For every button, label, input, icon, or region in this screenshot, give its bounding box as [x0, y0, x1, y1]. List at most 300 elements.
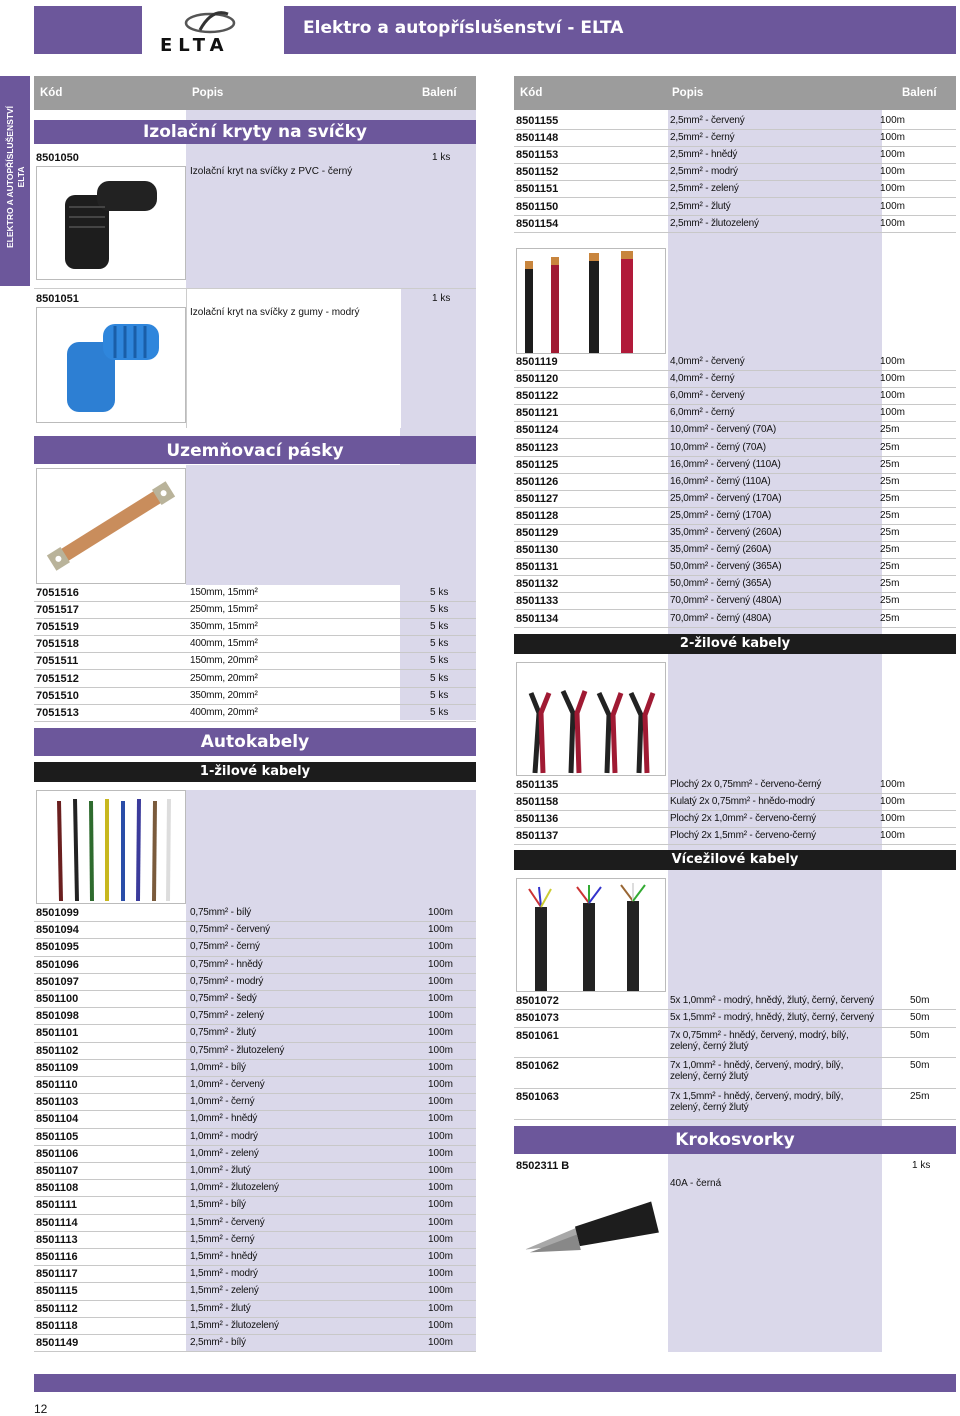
- product-description: 70,0mm² - červený (480A): [670, 595, 782, 607]
- product-description: 1,0mm² - červený: [190, 1079, 265, 1090]
- product-pack: 5 ks: [430, 604, 449, 616]
- product-pack: 100m: [428, 1199, 454, 1211]
- product-code: 8501135: [516, 779, 559, 791]
- product-pack: 5 ks: [430, 706, 449, 718]
- product-description: 50,0mm² - černý (365A): [670, 578, 772, 590]
- section-title-clamps: Krokosvorky: [514, 1126, 956, 1154]
- left-desc-band-2: [186, 465, 400, 585]
- product-row: [514, 164, 956, 181]
- section-title-ground-straps: Uzemňovací pásky: [34, 436, 476, 464]
- col-code-right: Kód: [520, 87, 543, 99]
- product-code: 7051519: [36, 621, 79, 634]
- product-description: 2,5mm² - bílý: [190, 1337, 246, 1348]
- product-row-8501051: 8501051 1 ks: [36, 293, 451, 305]
- product-row: [34, 602, 476, 619]
- product-pack: 100m: [428, 1010, 454, 1022]
- product-code: 8501100: [36, 993, 79, 1005]
- product-row: [34, 705, 476, 722]
- product-description: 1,5mm² - černý: [190, 1233, 255, 1245]
- product-code: 8501137: [516, 830, 559, 843]
- product-pack: 25m: [880, 492, 900, 504]
- product-pack: 100m: [428, 1079, 454, 1090]
- header-accent-left: [34, 6, 142, 54]
- product-row: [34, 1025, 476, 1042]
- product-pack: 5 ks: [430, 621, 449, 633]
- product-code: 8501152: [516, 166, 559, 179]
- product-code: 8501121: [516, 407, 559, 420]
- product-pack: 25m: [880, 441, 900, 453]
- product-description: 400mm, 20mm²: [190, 706, 258, 718]
- product-description: 0,75mm² - červený: [190, 924, 270, 936]
- product-pack: 100m: [880, 132, 906, 144]
- product-code: 8501099: [36, 907, 79, 919]
- product-code: 8501118: [36, 1319, 78, 1332]
- product-row: [34, 1283, 476, 1300]
- product-code: 8501150: [516, 200, 559, 213]
- product-description: 1,5mm² - žlutozelený: [190, 1319, 279, 1331]
- product-row: [514, 405, 956, 422]
- product-description: 1,0mm² - žlutozelený: [190, 1182, 279, 1194]
- photo-rubber-cap: [36, 307, 186, 423]
- product-code: 8501062: [516, 1060, 559, 1073]
- product-description: Kulatý 2x 0,75mm² - hnědo-modrý: [670, 796, 815, 808]
- product-row-8501050: 8501050 1 ks: [36, 152, 451, 164]
- product-code: 7051513: [36, 706, 79, 719]
- product-description: 4,0mm² - černý: [670, 373, 735, 385]
- product-code: 7051511: [36, 655, 79, 668]
- product-description: 1,5mm² - červený: [190, 1216, 265, 1228]
- product-description: 16,0mm² - černý (110A): [670, 475, 771, 487]
- product-row: [514, 388, 956, 405]
- product-row: [34, 671, 476, 688]
- product-row: [34, 1111, 476, 1128]
- product-row: [514, 542, 956, 559]
- product-code: 8501111: [36, 1199, 78, 1212]
- product-code: 8501134: [516, 612, 559, 625]
- product-description: 0,75mm² - hnědý: [190, 958, 263, 970]
- product-pack: 25m: [880, 612, 900, 624]
- product-row: [514, 508, 956, 525]
- product-pack: 5 ks: [430, 587, 449, 598]
- product-description: 350mm, 20mm²: [190, 689, 258, 701]
- product-description: 35,0mm² - černý (260A): [670, 544, 772, 556]
- product-row: [34, 905, 476, 922]
- product-code: 8501103: [36, 1096, 79, 1109]
- product-description: 0,75mm² - žlutý: [190, 1027, 256, 1039]
- product-code: 8501108: [36, 1182, 79, 1195]
- product-pack: 100m: [880, 183, 906, 195]
- side-label-bar: [0, 76, 30, 286]
- product-pack: 5 ks: [430, 655, 449, 667]
- product-code: 8501096: [36, 958, 79, 971]
- product-row: [514, 440, 956, 457]
- product-code: 8501158: [516, 796, 559, 809]
- product-description: 25,0mm² - černý (170A): [670, 509, 772, 521]
- product-code: 8501061: [516, 1029, 559, 1042]
- product-row: [34, 1215, 476, 1232]
- product-code: 8501101: [36, 1027, 79, 1040]
- product-code: 8501073: [516, 1012, 559, 1025]
- product-code: 8501104: [36, 1113, 79, 1126]
- product-pack: 100m: [880, 217, 906, 229]
- right-table-header: [514, 76, 956, 110]
- product-row: [34, 1232, 476, 1249]
- product-code: 8501131: [516, 561, 559, 574]
- product-description: 1,0mm² - žlutý: [190, 1165, 251, 1176]
- product-description: 0,75mm² - černý: [190, 941, 260, 953]
- col-desc: Popis: [192, 87, 224, 99]
- product-description: 5x 1,0mm² - modrý, hnědý, žlutý, černý, červený: [670, 995, 875, 1006]
- photo-multi-core-cables: [516, 878, 666, 992]
- product-code: 8501149: [36, 1337, 79, 1349]
- product-row: [514, 993, 956, 1010]
- product-description: 2,5mm² - žlutozelený: [670, 217, 759, 229]
- product-row: [34, 1266, 476, 1283]
- product-code: 8501115: [36, 1285, 78, 1298]
- logo-swoosh-icon: [170, 6, 250, 36]
- product-pack: 50m: [910, 1012, 930, 1024]
- product-pack: 25m: [880, 458, 900, 470]
- product-description: 10,0mm² - červený (70A): [670, 424, 776, 436]
- product-code: 7051512: [36, 672, 79, 685]
- product-pack: 50m: [910, 995, 930, 1006]
- product-pack: 5 ks: [430, 689, 449, 701]
- subsection-2-core: 2-žilové kabely: [514, 634, 956, 654]
- product-code: 7051517: [36, 604, 79, 617]
- product-description: 7x 0,75mm² - hnědý, červený, modrý, bílý, zelený, černý žlutý: [670, 1029, 849, 1052]
- page-number: 12: [34, 1402, 48, 1416]
- photo-alligator-clamp: [516, 1176, 666, 1290]
- product-pack: 25m: [880, 561, 900, 573]
- product-description: 1,5mm² - bílý: [190, 1199, 246, 1211]
- product-description: 1,0mm² - černý: [190, 1096, 255, 1108]
- product-row: [34, 636, 476, 653]
- product-row-8502311B: 8502311 B 1 ks: [516, 1160, 931, 1172]
- product-row: [34, 991, 476, 1008]
- product-pack: 100m: [428, 1216, 454, 1228]
- product-code: 8501063: [516, 1091, 559, 1103]
- product-row: [514, 593, 956, 610]
- product-pack: 5 ks: [430, 638, 449, 650]
- product-row: [514, 777, 956, 794]
- product-pack: 100m: [428, 958, 454, 970]
- product-pack: 100m: [428, 1061, 454, 1073]
- product-description: 6,0mm² - červený: [670, 390, 745, 402]
- product-pack: 100m: [428, 1268, 454, 1280]
- product-row: [34, 1163, 476, 1180]
- product-row: [34, 1335, 476, 1352]
- product-row: [34, 1043, 476, 1060]
- product-description: 1,5mm² - modrý: [190, 1268, 258, 1280]
- product-row: [34, 1094, 476, 1111]
- product-code: 8501112: [36, 1302, 78, 1315]
- photo-2-core-cables: [516, 662, 666, 776]
- product-pack: 25m: [880, 544, 900, 556]
- product-row: [514, 828, 956, 845]
- product-code: 8501114: [36, 1216, 78, 1229]
- product-pack: 100m: [428, 993, 454, 1004]
- product-description: 25,0mm² - červený (170A): [670, 492, 782, 504]
- product-description: 16,0mm² - červený (110A): [670, 458, 781, 470]
- product-pack: 5 ks: [430, 672, 449, 684]
- product-code: 8501136: [516, 813, 559, 826]
- desc-8501050: Izolační kryt na svíčky z PVC - černý: [190, 166, 353, 177]
- product-pack: 100m: [428, 975, 454, 987]
- product-description: 250mm, 15mm²: [190, 604, 258, 616]
- product-row: [514, 181, 956, 198]
- product-row: [514, 199, 956, 216]
- col-pack-right: Balení: [902, 87, 937, 99]
- product-description: 0,75mm² - žlutozelený: [190, 1044, 285, 1056]
- product-description: 2,5mm² - zelený: [670, 183, 739, 195]
- product-code: 8501154: [516, 217, 559, 230]
- product-code: 8501129: [516, 527, 559, 539]
- product-description: 250mm, 20mm²: [190, 672, 258, 684]
- desc-8501051: Izolační kryt na svíčky z gumy - modrý: [190, 307, 360, 318]
- product-row: [514, 474, 956, 491]
- product-code: 8501133: [516, 595, 559, 608]
- product-code: 8501122: [516, 390, 559, 403]
- product-description: 350mm, 15mm²: [190, 621, 258, 633]
- product-row: [514, 1089, 956, 1120]
- product-description: 0,75mm² - modrý: [190, 975, 264, 987]
- product-row: [514, 130, 956, 147]
- product-code: 8501119: [516, 356, 558, 368]
- product-row: [514, 354, 956, 371]
- product-pack: 100m: [428, 1251, 454, 1262]
- product-pack: 100m: [880, 779, 906, 790]
- product-pack: 100m: [880, 830, 906, 842]
- product-description: Plochý 2x 1,5mm² - červeno-černý: [670, 830, 816, 842]
- product-row: [34, 1129, 476, 1146]
- product-pack: 100m: [428, 907, 454, 918]
- product-row: [34, 688, 476, 705]
- product-pack: 50m: [910, 1029, 930, 1041]
- subsection-1-core: 1-žilové kabely: [34, 762, 476, 782]
- product-code: 8501126: [516, 475, 559, 488]
- product-description: 150mm, 15mm²: [190, 587, 258, 598]
- side-label-line1: ELEKTRO A AUTOPŘÍSLUŠENSTVÍ: [5, 106, 15, 248]
- product-description: Plochý 2x 0,75mm² - červeno-černý: [670, 779, 822, 790]
- product-description: 7x 1,5mm² - hnědý, červený, modrý, bílý, zelený, černý žlutý: [670, 1091, 844, 1113]
- photo-1-core-cables: [36, 790, 186, 904]
- product-pack: 25m: [880, 527, 900, 538]
- product-description: 1,0mm² - bílý: [190, 1061, 246, 1073]
- product-row: [514, 559, 956, 576]
- product-pack: 100m: [428, 941, 454, 953]
- product-code: 8501113: [36, 1233, 78, 1246]
- product-description: 1,5mm² - zelený: [190, 1285, 259, 1297]
- product-pack: 100m: [880, 373, 906, 385]
- product-pack: 25m: [880, 424, 900, 436]
- product-pack: 100m: [428, 924, 454, 936]
- product-pack: 100m: [428, 1302, 454, 1314]
- side-label-line2: ELTA: [16, 166, 26, 188]
- product-row: [514, 525, 956, 542]
- product-pack: 100m: [880, 356, 906, 367]
- product-code: 8501116: [36, 1251, 78, 1263]
- product-pack: 100m: [880, 796, 906, 808]
- product-pack: 100m: [428, 1147, 454, 1159]
- product-pack: 100m: [880, 166, 906, 178]
- product-description: 7x 1,0mm² - hnědý, červený, modrý, bílý, zelený, černý žlutý: [670, 1060, 844, 1083]
- product-row: [34, 922, 476, 939]
- product-row: [34, 619, 476, 636]
- product-row: [34, 1146, 476, 1163]
- product-row: [514, 113, 956, 130]
- product-description: 0,75mm² - šedý: [190, 993, 257, 1004]
- product-pack: 100m: [428, 1027, 454, 1039]
- subsection-multi-core: Vícežilové kabely: [514, 850, 956, 870]
- product-pack: 100m: [428, 1113, 454, 1125]
- product-row: [514, 611, 956, 628]
- section-title-spark-caps: Izolační kryty na svíčky: [34, 120, 476, 144]
- col-desc-right: Popis: [672, 87, 704, 99]
- product-description: 1,0mm² - zelený: [190, 1147, 259, 1159]
- product-row: [514, 1010, 956, 1027]
- product-code: 8501117: [36, 1268, 78, 1281]
- col-pack: Balení: [422, 87, 457, 99]
- product-description: 2,5mm² - červený: [670, 115, 745, 126]
- product-description: 1,5mm² - žlutý: [190, 1302, 251, 1314]
- product-description: 400mm, 15mm²: [190, 638, 258, 650]
- product-code: 8501123: [516, 441, 559, 454]
- product-pack: 100m: [428, 1044, 454, 1056]
- product-code: 8501148: [516, 132, 559, 145]
- product-code: 8501095: [36, 941, 79, 954]
- product-pack: 25m: [910, 1091, 930, 1102]
- product-row: [34, 585, 476, 602]
- product-pack: 100m: [428, 1233, 454, 1245]
- product-description: 2,5mm² - modrý: [670, 166, 738, 178]
- product-description: 10,0mm² - černý (70A): [670, 441, 766, 453]
- product-description: 4,0mm² - červený: [670, 356, 745, 367]
- product-pack: 25m: [880, 578, 900, 590]
- product-description: 35,0mm² - červený (260A): [670, 527, 782, 538]
- col-code: Kód: [40, 87, 63, 99]
- product-row: [34, 1060, 476, 1077]
- product-code: 8501102: [36, 1044, 79, 1057]
- product-code: 8501151: [516, 183, 559, 196]
- section-title-car-cables: Autokabely: [34, 728, 476, 756]
- product-row: [514, 457, 956, 474]
- product-row: [514, 422, 956, 439]
- product-row: [34, 957, 476, 974]
- product-row: [34, 974, 476, 991]
- logo-text: ELTA: [160, 35, 230, 56]
- product-pack: 25m: [880, 475, 900, 487]
- product-pack: 100m: [428, 1130, 454, 1142]
- product-code: 8501128: [516, 509, 559, 522]
- product-description: 1,5mm² - hnědý: [190, 1251, 258, 1262]
- product-pack: 100m: [428, 1319, 454, 1331]
- product-pack: 25m: [880, 595, 900, 607]
- product-description: 50,0mm² - červený (365A): [670, 561, 782, 573]
- product-code: 7051518: [36, 638, 79, 651]
- product-row: [34, 1318, 476, 1335]
- product-pack: 25m: [880, 509, 900, 521]
- product-description: 5x 1,5mm² - modrý, hnědý, žlutý, černý, červený: [670, 1012, 875, 1024]
- product-code: 8501155: [516, 115, 559, 127]
- product-pack: 100m: [880, 813, 906, 825]
- product-row: [34, 1008, 476, 1025]
- product-row: [514, 576, 956, 593]
- left-table-header: [34, 76, 476, 110]
- photo-pvc-cap: [36, 166, 186, 280]
- product-row: [514, 1058, 956, 1089]
- product-row: [514, 811, 956, 828]
- product-code: 8501106: [36, 1147, 79, 1160]
- product-description: 2,5mm² - žlutý: [670, 200, 731, 212]
- product-description: 1,0mm² - hnědý: [190, 1113, 258, 1125]
- product-pack: 100m: [880, 407, 906, 419]
- product-pack: 100m: [428, 1096, 454, 1108]
- product-code: 8501125: [516, 458, 559, 471]
- product-code: 8501127: [516, 492, 559, 505]
- product-description: 1,0mm² - modrý: [190, 1130, 258, 1142]
- product-pack: 100m: [428, 1165, 454, 1176]
- product-code: 8501072: [516, 995, 559, 1007]
- product-code: 8501105: [36, 1130, 79, 1143]
- product-pack: 100m: [880, 390, 906, 402]
- product-pack: 100m: [428, 1182, 454, 1194]
- product-description: Plochý 2x 1,0mm² - červeno-černý: [670, 813, 816, 825]
- product-code: 8501097: [36, 975, 79, 988]
- product-description: 0,75mm² - bílý: [190, 907, 252, 918]
- product-code: 8501110: [36, 1079, 78, 1091]
- product-pack: 100m: [428, 1285, 454, 1297]
- product-pack: 100m: [880, 200, 906, 212]
- product-description: 2,5mm² - černý: [670, 132, 735, 144]
- product-code: 8501120: [516, 373, 559, 386]
- product-code: 8501132: [516, 578, 559, 591]
- product-row: [514, 794, 956, 811]
- product-code: 8501153: [516, 149, 559, 162]
- product-description: 70,0mm² - černý (480A): [670, 612, 772, 624]
- product-row: [514, 491, 956, 508]
- product-pack: 50m: [910, 1060, 930, 1072]
- product-row: [34, 939, 476, 956]
- product-row: [514, 216, 956, 233]
- product-description: 0,75mm² - zelený: [190, 1010, 265, 1022]
- product-pack: 100m: [428, 1337, 454, 1348]
- product-row: [34, 1077, 476, 1094]
- product-code: 8501107: [36, 1165, 79, 1177]
- product-code: 8501124: [516, 424, 559, 437]
- photo-battery-cables: [516, 248, 666, 354]
- product-code: 8501094: [36, 924, 79, 937]
- product-pack: 100m: [880, 115, 906, 126]
- product-row: [514, 1028, 956, 1059]
- product-row: [34, 1249, 476, 1266]
- product-code: 7051516: [36, 587, 79, 599]
- product-row: [514, 371, 956, 388]
- product-code: 7051510: [36, 689, 79, 702]
- desc-8502311B: 40A - černá: [670, 1178, 722, 1189]
- product-row: [514, 147, 956, 164]
- product-pack: 100m: [880, 149, 906, 161]
- product-row: [34, 1180, 476, 1197]
- product-row: [34, 1197, 476, 1214]
- product-description: 6,0mm² - černý: [670, 407, 735, 419]
- product-description: 2,5mm² - hnědý: [670, 149, 738, 161]
- product-row: [34, 1301, 476, 1318]
- photo-ground-strap: [36, 468, 186, 584]
- page-title: Elektro a autopříslušenství - ELTA: [303, 18, 624, 38]
- product-code: 8501130: [516, 544, 559, 557]
- product-code: 8501098: [36, 1010, 79, 1023]
- product-description: 150mm, 20mm²: [190, 655, 258, 667]
